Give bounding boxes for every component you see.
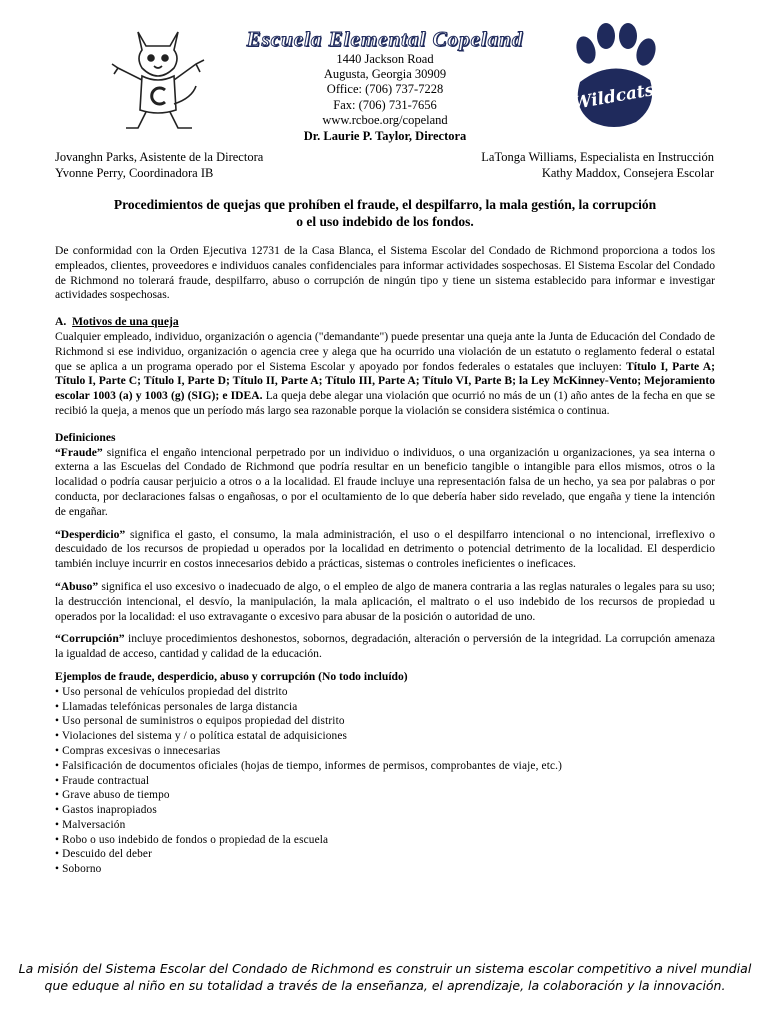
list-item: • Fraude contractual [55,774,150,787]
intro-paragraph: De conformidad con la Orden Ejecutiva 12731 de la Casa Blanca, el Sistema Escolar del Condado de Richmond proporciona a todos los empleados, clientes, proveedores e individuos canales confidenciales para informar actividades sospechosas. El Sistema Escolar del Condado de Richmond no tolerará fraude, despilfarro, abuso o corrupción de ningún tipo y tiene un sistema establecido para informar e investigar actividades sospechosas. [55,244,715,302]
staff-list-left [55,149,263,181]
program-list: Título I, Parte A; Título I, Parte C; Título I, Parte D; Título II, Parte A; Título III, Parte A; Título VI, Parte B; la Ley McKinney-Vento; Mejoramiento escolar 1003 (a) y 1003 (g) (SIG); e IDEA. [55,359,716,403]
address-street: 1440 Jackson Road [336,52,434,66]
principal-name: Dr. Laurie P. Taylor, Directora [303,129,467,143]
definition-term: “Corrupción” [55,632,125,646]
staff-list-right [481,149,714,181]
list-item: • Compras excesivas o innecesarias [55,744,221,757]
section-a-text: Cualquier empleado, individuo, organización o agencia ("demandante") puede presentar una queja ante la Junta de Educación del Condado de Richmond si ese individuo, organización o agencia cree y alega que ha ocurrido una violación de un estatuto o reglamento federal o estatal que se aplica a un programa operado por el Sistema Escolar y apoyado por fondos federales o estatales que incluyen: [55,329,715,373]
definition-term: “Desperdicio” [55,527,126,541]
mission-line: La misión del Sistema Escolar del Condado de Richmond es construir un sistema escolar competitivo a nivel mundial [18,961,752,976]
examples-heading: Ejemplos de fraude, desperdicio, abuso y corrupción (No todo incluído) [55,669,408,683]
list-item: • Grave abuso de tiempo [55,789,170,802]
staff-member: Yvonne Perry, Coordinadora IB [55,166,214,180]
fax-number: Fax: (706) 731-7656 [333,97,437,112]
list-item: • Soborno [55,863,102,876]
definitions-heading: Definiciones [55,430,116,444]
definition-fraude [55,446,715,520]
section-a-heading [55,315,715,330]
definition-text: significa el uso excesivo o inadecuado de algo, o el empleo de algo de manera contraria a las reglas naturales o legales para su uso; la destrucción intencional, el desvío, la manipulación, la mala aplicación, el maltrato o el uso indebido de los recursos de propiedad u operados por la localidad: el uso extravagante o excesivo para abusar de la posición o autoridad de uno. [55,579,715,623]
document-body [55,244,715,877]
office-phone: Office: (706) 737-7228 [326,82,444,97]
list-item: • Violaciones del sistema y / o política estatal de adquisiciones [55,730,348,743]
examples-list [55,685,715,877]
website-link[interactable]: www.rcboe.org/copeland [322,112,448,127]
list-item: • Llamadas telefónicas personales de larga distancia [55,700,298,713]
definition-term: “Fraude” [55,445,103,459]
definition-desperdicio [55,528,715,572]
logo-wordmark: Wildcats [571,80,656,115]
staff-member: Jovanghn Parks, Asistente de la Directora [55,150,264,164]
title-line: Procedimientos de quejas que prohíben el fraude, el despilfarro, la mala gestión, la corrupción [113,197,657,212]
document-title [90,196,680,230]
list-item: • Uso personal de suministros o equipos propiedad del distrito [55,715,345,728]
list-item: • Malversación [55,818,126,831]
list-item: • Gastos inapropiados [55,804,157,817]
staff-member: Kathy Maddox, Consejera Escolar [541,166,714,180]
definition-corrupcion [55,632,715,662]
list-item: • Descuido del deber [55,848,152,861]
definition-abuso [55,580,715,624]
staff-member: LaTonga Williams, Especialista en Instrucción [481,150,714,164]
mission-statement-footer [0,960,770,994]
school-name-heading: Escuela Elemental Copeland [246,27,524,51]
definition-text: significa el engaño intencional perpetrado por un individuo o individuos, o una organización u organizaciones, ya sea interna o externa a las Escuelas del Condado de Richmond que podría resultar en un beneficio tangible o intangible para ellos mismos, otros o la localidad o podría causar perjuicio a otros o a la localidad. El fraude incluye una representación falsa de un hecho, ya sea por palabras o por conducta, por declaraciones falsas o engañosas, o por el ocultamiento de lo que debería haber sido revelado, que engaña y tiene la intención de engañar. [55,445,715,518]
school-address-block [0,52,770,128]
section-a-paragraph [55,330,715,419]
section-a-text-cont: La queja debe alegar una violación que ocurrió no más de un (1) año antes de la fecha en que se recibió la queja, a menos que un período más largo sea razonable porque la violación se considera sistémica o continua. [55,389,716,417]
definition-text: incluye procedimientos deshonestos, sobornos, degradación, alteración o perversión de la integridad. La corrupción amenaza la igualdad de acceso, cantidad y calidad de la educación. [55,632,715,661]
title-line: o el uso indebido de los fondos. [296,214,474,229]
list-item: • Uso personal de vehículos propiedad del distrito [55,685,288,698]
mission-line: que eduque al niño en su totalidad a través de la enseñanza, el aprendizaje, la colaboración y la innovación. [44,978,726,993]
definition-text: significa el gasto, el consumo, la mala administración, el uso o el despilfarro intencional o no intencional, irreflexivo o descuidado de los recursos de propiedad u operados por la localidad en detrimento o potencial detrimento de la localidad. El desperdicio también incluye incurrir en costos innecesarios debido a prácticas, sistemas o controles ineficientes o ineficaces. [55,527,715,571]
section-letter: A. [55,315,67,329]
list-item: • Robo o uso indebido de fondos o propiedad de la escuela [55,833,329,846]
list-item: • Falsificación de documentos oficiales (hojas de tiempo, informes de permisos, comprobantes de viaje, etc.) [55,759,563,772]
address-city: Augusta, Georgia 30909 [323,67,447,82]
section-a-title: Motivos de una queja [72,315,179,329]
definition-term: “Abuso” [55,579,99,593]
